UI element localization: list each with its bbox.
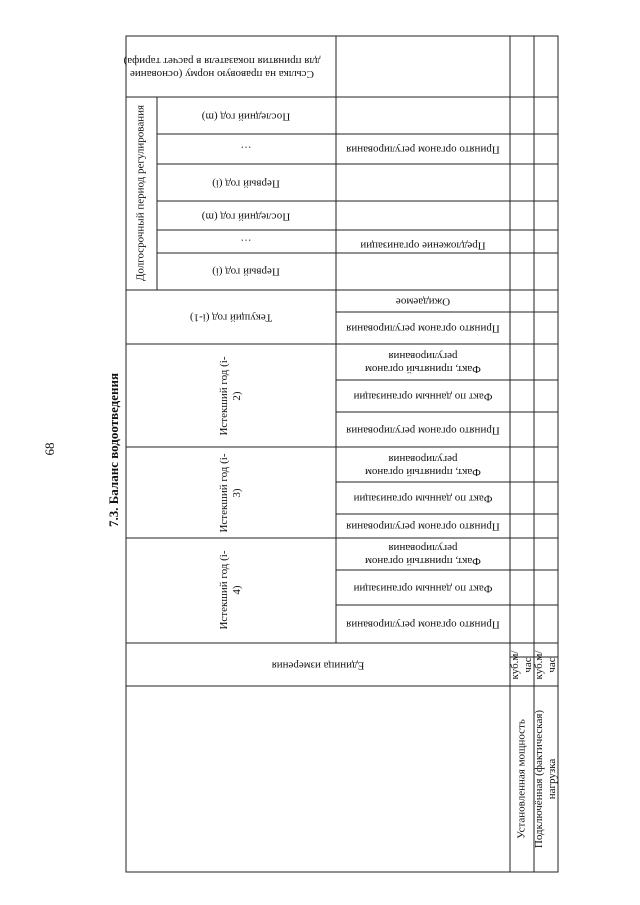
current-year-header: Текущий год (i-1) <box>189 311 273 324</box>
past-year-i3-header: Истекший год (i-3) <box>218 453 243 533</box>
page-number: 68 <box>42 442 57 456</box>
section-title: 7.3. Баланс водоотведения <box>106 372 121 528</box>
unit-value-installed: куб.м/час <box>509 650 534 680</box>
lt-regulator-last-year: Последний год (m) <box>201 110 291 123</box>
unit-header: Единица измерения <box>271 659 365 672</box>
i4-fact-org: Факт по данным организации <box>353 582 493 595</box>
row-connected-load: Подключённая (фактическая) нагрузка <box>533 709 558 849</box>
i3-fact-regulator: Факт, принятый органом регулирования <box>365 453 481 478</box>
lt-org-first-year: Первый год (i) <box>212 265 280 278</box>
lt-regulator-first-year: Первый год (i) <box>212 177 280 190</box>
i2-regulator-accepted: Принято органом регулирования <box>346 424 500 437</box>
i2-fact-org: Факт по данным организации <box>353 390 493 403</box>
i3-regulator-accepted: Принято органом регулирования <box>346 520 500 533</box>
i4-fact-regulator: Факт, принятый органом регулирования <box>365 542 481 567</box>
lt-regulator-accepted: Принято органом регулирования <box>346 143 500 156</box>
i2-fact-regulator: Факт, принятый органом регулирования <box>365 350 481 375</box>
lt-org-proposal: Предложение организации <box>360 239 486 252</box>
lt-regulator-ellipsis: … <box>240 143 252 156</box>
row-installed-capacity: Установленная мощность <box>515 719 528 839</box>
link-header: Ссылка на правовую норму (основание для принятия показателя в расчет тарифа) <box>123 55 321 80</box>
lt-org-ellipsis: … <box>240 236 252 249</box>
i4-regulator-accepted: Принято органом регулирования <box>346 618 500 631</box>
current-regulator-accepted: Принято органом регулирования <box>346 322 500 335</box>
past-year-i4-header: Истекший год (i-4) <box>218 550 243 630</box>
i3-fact-org: Факт по данным организации <box>353 492 493 505</box>
current-expected: Ожидаемое <box>395 295 451 308</box>
unit-value-connected: куб.м/час <box>533 650 558 680</box>
past-year-i2-header: Истекший год (i-2) <box>218 356 243 436</box>
long-term-period-header: Долгосрочный период регулирования <box>134 104 147 282</box>
lt-org-last-year: Последний год (m) <box>201 210 291 223</box>
